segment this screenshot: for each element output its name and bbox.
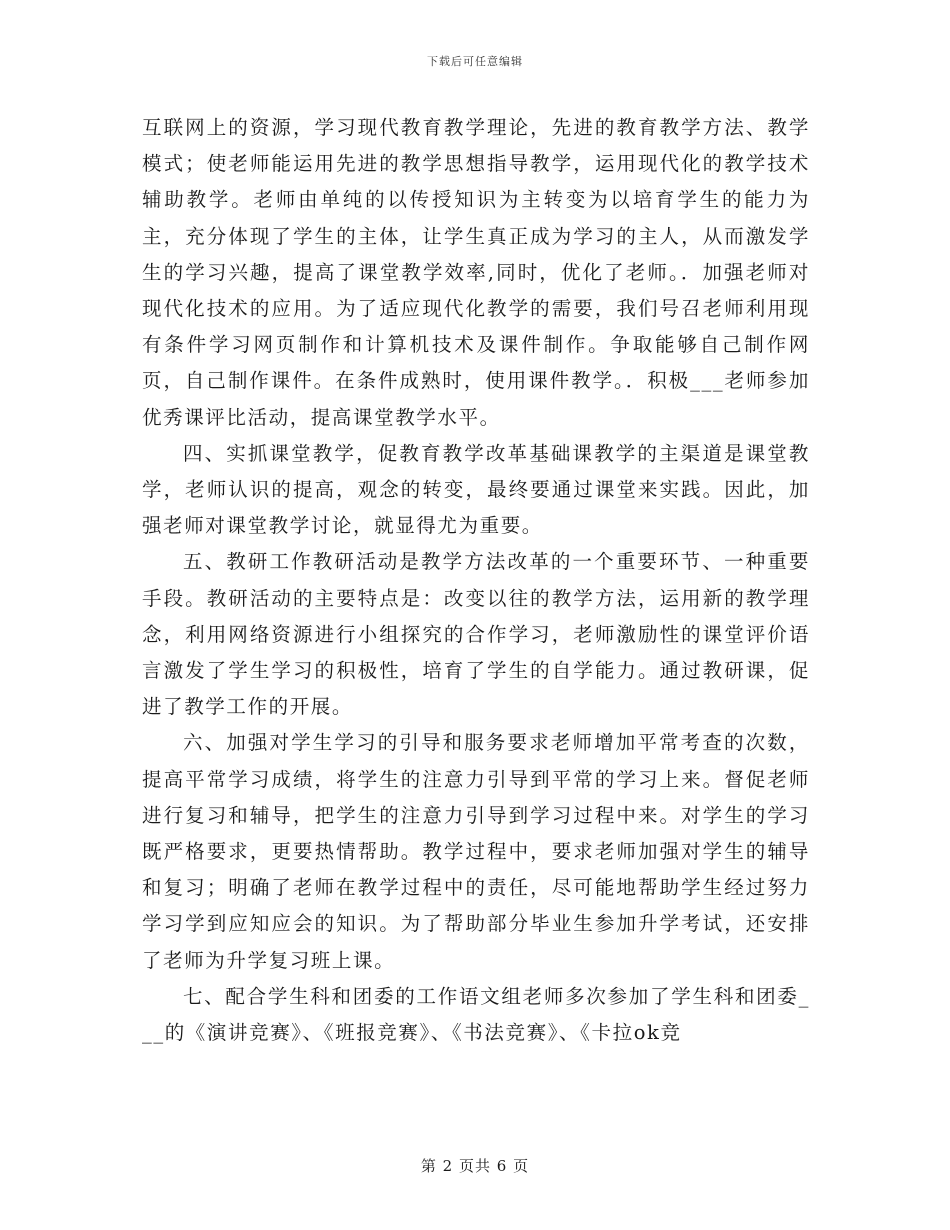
page-header-note: 下载后可任意编辑 bbox=[427, 55, 523, 68]
paragraph-section-seven: 七、配合学生科和团委的工作语文组老师多次参加了学生科和团委___的《演讲竞赛》、《班报竞赛》、《书法竞赛》、《卡拉ok竞 bbox=[142, 984, 810, 1045]
document-body bbox=[142, 110, 810, 1051]
paragraph-section-five: 五、教研工作教研活动是教学方法改革的一个重要环节、一种重要手段。教研活动的主要特点是：改变以往的教学方法，运用新的教学理念，利用网络资源进行小组探究的合作学习，老师激励性的课堂评价语言激发了学生学习的积极性，培育了学生的自学能力。通过教研课，促进了教学工作的开展。 bbox=[142, 550, 810, 719]
paragraph-section-four: 四、实抓课堂教学，促教育教学改革基础课教学的主渠道是课堂教学，老师认识的提高，观念的转变，最终要通过课堂来实践。因此，加强老师对课堂教学讨论，就显得尤为重要。 bbox=[142, 441, 810, 538]
paragraph-section-six: 六、加强对学生学习的引导和服务要求老师增加平常考查的次数，提高平常学习成绩，将学生的注意力引导到平常的学习上来。督促老师进行复习和辅导，把学生的注意力引导到学习过程中来。对学生的学习既严格要求，更要热情帮助。教学过程中，要求老师加强对学生的辅导和复习；明确了老师在教学过程中的责任，尽可能地帮助学生经过努力学习学到应知应会的知识。为了帮助部分毕业生参加升学考试，还安排了老师为升学复习班上课。 bbox=[142, 731, 810, 972]
page-number: 第 2 页共 6 页 bbox=[420, 1157, 530, 1175]
paragraph-continuation: 互联网上的资源，学习现代教育教学理论，先进的教育教学方法、教学模式；使老师能运用先进的教学思想指导教学，运用现代化的教学技术辅助教学。老师由单纯的以传授知识为主转变为以培育学生的能力为主，充分体现了学生的主体，让学生真正成为学习的主人，从而激发学生的学习兴趣，提高了课堂教学效率,同时，优化了老师。．加强老师对现代化技术的应用。为了适应现代化教学的需要，我们号召老师利用现有条件学习网页制作和计算机技术及课件制作。争取能够自己制作网页，自己制作课件。在条件成熟时，使用课件教学。．积极___老师参加优秀课评比活动，提高课堂教学水平。 bbox=[142, 116, 810, 429]
